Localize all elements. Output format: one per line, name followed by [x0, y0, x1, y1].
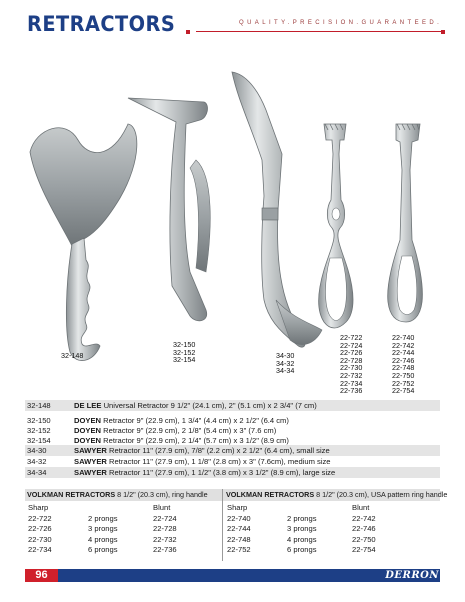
table-heading	[25, 489, 236, 501]
table-header-row: Sharp Blunt	[28, 503, 171, 512]
table-divider	[222, 489, 223, 561]
row-code: 32-148	[27, 401, 51, 410]
row-text: Retractor 9" (22.9 cm), 2 1/4" (5.7 cm) x 3 1/2" (8.9 cm)	[103, 436, 289, 445]
sawyer-retractor-image	[232, 72, 322, 347]
row-name: SAWYER	[74, 457, 107, 466]
catalog-label: 32-154	[173, 355, 196, 365]
row-code: 34-34	[27, 468, 47, 477]
catalog-labels-sawyer	[276, 352, 294, 375]
doyen-retractor-image	[128, 98, 210, 321]
catalog-labels-doyen	[173, 341, 195, 364]
table-row: 22-734 6 prongs 22-736	[28, 545, 177, 554]
row-name: DE LEE	[74, 401, 102, 410]
table-title: VOLKMAN RETRACTORS	[27, 490, 116, 499]
row-name: DOYEN	[74, 436, 102, 445]
catalog-label: 22-744	[392, 348, 415, 358]
catalog-label: 22-742	[392, 340, 415, 350]
brand-logo: DERRON	[385, 570, 439, 581]
catalog-label: 34-32	[276, 358, 295, 368]
page-title: RETRACTORS	[27, 12, 176, 36]
catalog-label: 22-734	[340, 378, 363, 388]
catalog-label: 22-724	[340, 340, 363, 350]
table-row: 22-740 2 prongs 22-742	[227, 513, 376, 523]
catalog-label: 32-150	[173, 340, 196, 349]
catalog-label: 22-754	[392, 386, 415, 396]
description-row	[27, 401, 317, 410]
tagline: QUALITY.PRECISION.GUARANTEED.	[239, 20, 443, 26]
row-code: 32-154	[27, 436, 51, 445]
catalog-label: 22-752	[392, 378, 415, 388]
catalog-label: 22-726	[340, 348, 363, 358]
row-text: Retractor 9" (22.9 cm), 1 3/4" (4.4 cm) x 2 1/2" (6.4 cm)	[103, 416, 289, 425]
catalog-label: 22-722	[340, 333, 363, 342]
table-title: VOLKMAN RETRACTORS	[226, 490, 315, 499]
catalog-label: 32-152	[173, 347, 196, 357]
catalog-labels-volkman-sharp	[340, 334, 362, 395]
table-subtitle: 8 1/2" (20.3 cm), ring handle	[117, 490, 208, 499]
table-row: 22-722 2 prongs 22-724	[28, 513, 177, 523]
description-row	[27, 457, 331, 466]
catalog-label: 22-730	[340, 363, 363, 373]
row-name: DOYEN	[74, 416, 102, 425]
row-name: SAWYER	[74, 468, 107, 477]
volkman-ring-retractor-image	[319, 124, 353, 328]
table-header-row: Sharp Blunt	[227, 503, 370, 512]
table-row: 22-730 4 prongs 22-732	[28, 534, 177, 544]
catalog-label: 34-34	[276, 366, 295, 376]
description-row	[27, 468, 335, 477]
row-name: SAWYER	[74, 446, 107, 455]
table-row: 22-748 4 prongs 22-750	[227, 534, 376, 544]
description-row	[27, 436, 289, 445]
row-code: 34-30	[27, 446, 47, 455]
catalog-label: 22-728	[340, 355, 363, 365]
row-text: Universal Retractor 9 1/2" (24.1 cm), 2" (5.1 cm) x 2 3/4" (7 cm)	[103, 401, 317, 410]
table-row: 22-726 3 prongs 22-728	[28, 524, 177, 533]
table-row: 22-744 3 prongs 22-746	[227, 524, 376, 533]
row-code: 32-152	[27, 426, 51, 435]
de-lee-retractor-image	[30, 124, 137, 361]
catalog-label: 22-746	[392, 355, 415, 365]
row-text: Retractor 9" (22.9 cm), 2 1/8" (5.4 cm) x 3" (7.6 cm)	[103, 426, 277, 435]
catalog-labels-volkman-usa	[392, 334, 414, 395]
catalog-label: 22-748	[392, 363, 415, 373]
catalog-label: 34-30	[276, 351, 295, 360]
row-text: Retractor 11" (27.9 cm), 1 1/8" (2.8 cm) x 3" (7.6cm), medium size	[109, 457, 331, 466]
page-number: 96	[35, 569, 48, 581]
volkman-ring-handle-table	[25, 489, 236, 556]
row-text: Retractor 11" (27.9 cm), 7/8" (2.2 cm) x 2 1/2" (6.4 cm), small size	[109, 446, 330, 455]
row-code: 32-150	[27, 416, 51, 425]
catalog-label: 22-732	[340, 370, 363, 380]
catalog-label: 22-736	[340, 386, 363, 396]
table-row: 22-752 6 prongs 22-754	[227, 545, 376, 554]
description-row	[27, 426, 276, 435]
row-text: Retractor 11" (27.9 cm), 1 1/2" (3.8 cm) x 3 1/2" (8.9 cm), large size	[109, 468, 336, 477]
row-name: DOYEN	[74, 426, 102, 435]
description-row	[27, 416, 289, 425]
footer-bar	[58, 569, 440, 582]
catalog-label: 22-750	[392, 370, 415, 380]
volkman-usa-pattern-table	[224, 489, 448, 556]
catalog-label-de-lee: 32-148	[61, 351, 84, 360]
table-heading	[224, 489, 448, 501]
row-code: 34-32	[27, 457, 47, 466]
volkman-usa-retractor-image	[388, 124, 423, 322]
description-row	[27, 446, 330, 455]
catalog-label: 22-740	[392, 333, 415, 342]
table-subtitle: 8 1/2" (20.3 cm), USA pattern ring handle	[316, 490, 448, 499]
